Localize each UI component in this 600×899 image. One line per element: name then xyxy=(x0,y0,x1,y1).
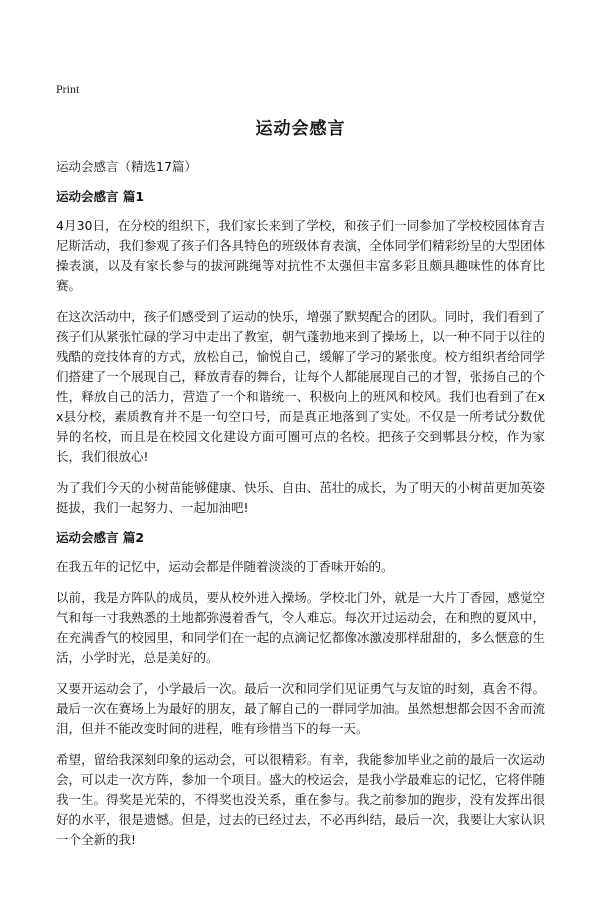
document-subtitle: 运动会感言（精选17篇） xyxy=(56,159,197,174)
section-heading: 运动会感言 篇2 xyxy=(56,530,145,545)
section-heading: 运动会感言 篇1 xyxy=(56,189,145,204)
page-title: 运动会感言 xyxy=(255,119,346,139)
paragraph: 在我五年的记忆中，运动会都是伴随着淡淡的丁香味开始的。 xyxy=(56,559,394,574)
paragraph: 在这次活动中，孩子们感受到了运动的快乐，增强了默契配合的团队。同时，我们看到了孩子们从紧张忙碌的学习中走出了教室，朝气蓬勃地来到了操场上，以一种不同于以往的残酷的竞技体育的方式，放松自己，愉悦自己，缓解了学习的紧张度。校方组织者给同学们搭建了一个展现自己，释放青春的舞台，让每个人都能展现自己的才智，张扬自己的个性，释放自己的活力，营造了一个和谐统一、积极向上的班风和校风。我们也看到了在xx县分校，素质教育并不是一句空口号，而是真正地落到了实处。不仅是一所考试分数优异的名校，而且是在校园文化建设方面可圈可点的名校。把孩子交到郫县分校，作为家长，我们很放心! xyxy=(56,309,545,464)
paragraph: 又要开运动会了，小学最后一次。最后一次和同学们见证勇气与友谊的时刻，真舍不得。最后一次在赛场上为最好的朋友，最了解自己的一群同学加油。虽然想想都会因不舍而流泪，但并不能改变时间的进程，唯有珍惜当下的每一天。 xyxy=(56,681,545,736)
section-1 xyxy=(56,188,545,518)
section-2 xyxy=(56,529,545,850)
print-label: Print xyxy=(56,82,80,96)
paragraph: 以前，我是方阵队的成员，要从校外进入操场。学校北门外，就是一大片丁香园，感觉空气和每一寸我熟悉的土地都弥漫着香气，令人难忘。每次开过运动会，在和煦的夏风中，在充满香气的校园里，和同学们在一起的点滴记忆都像冰激凌那样甜甜的，多么惬意的生活，小学时光，总是美好的。 xyxy=(56,590,545,665)
paragraph: 希望，留给我深刻印象的运动会，可以很精彩。有幸，我能参加毕业之前的最后一次运动会，可以走一次方阵，参加一个项目。盛大的校运会，是我小学最难忘的记忆，它将伴随我一生。得奖是光荣的，不得奖也没关系，重在参与。我之前参加的跑步，没有发挥出很好的水平，很是遗憾。但是，过去的已经过去，不必再纠结，最后一次，我要让大家认识一个全新的我! xyxy=(56,752,545,847)
paragraph: 为了我们今天的小树苗能够健康、快乐、自由、茁壮的成长，为了明天的小树苗更加英姿挺拔，我们一起努力、一起加油吧! xyxy=(56,480,545,515)
paragraph: 4月30日，在分校的组织下，我们家长来到了学校，和孩子们一同参加了学校校园体育吉尼斯活动，我们参观了孩子们各具特色的班级体育表演，全体同学们精彩纷呈的大型团体操表演，以及有家长参与的拔河跳绳等对抗性不太强但丰富多彩且颇具趣味性的体育比赛。 xyxy=(56,218,545,293)
